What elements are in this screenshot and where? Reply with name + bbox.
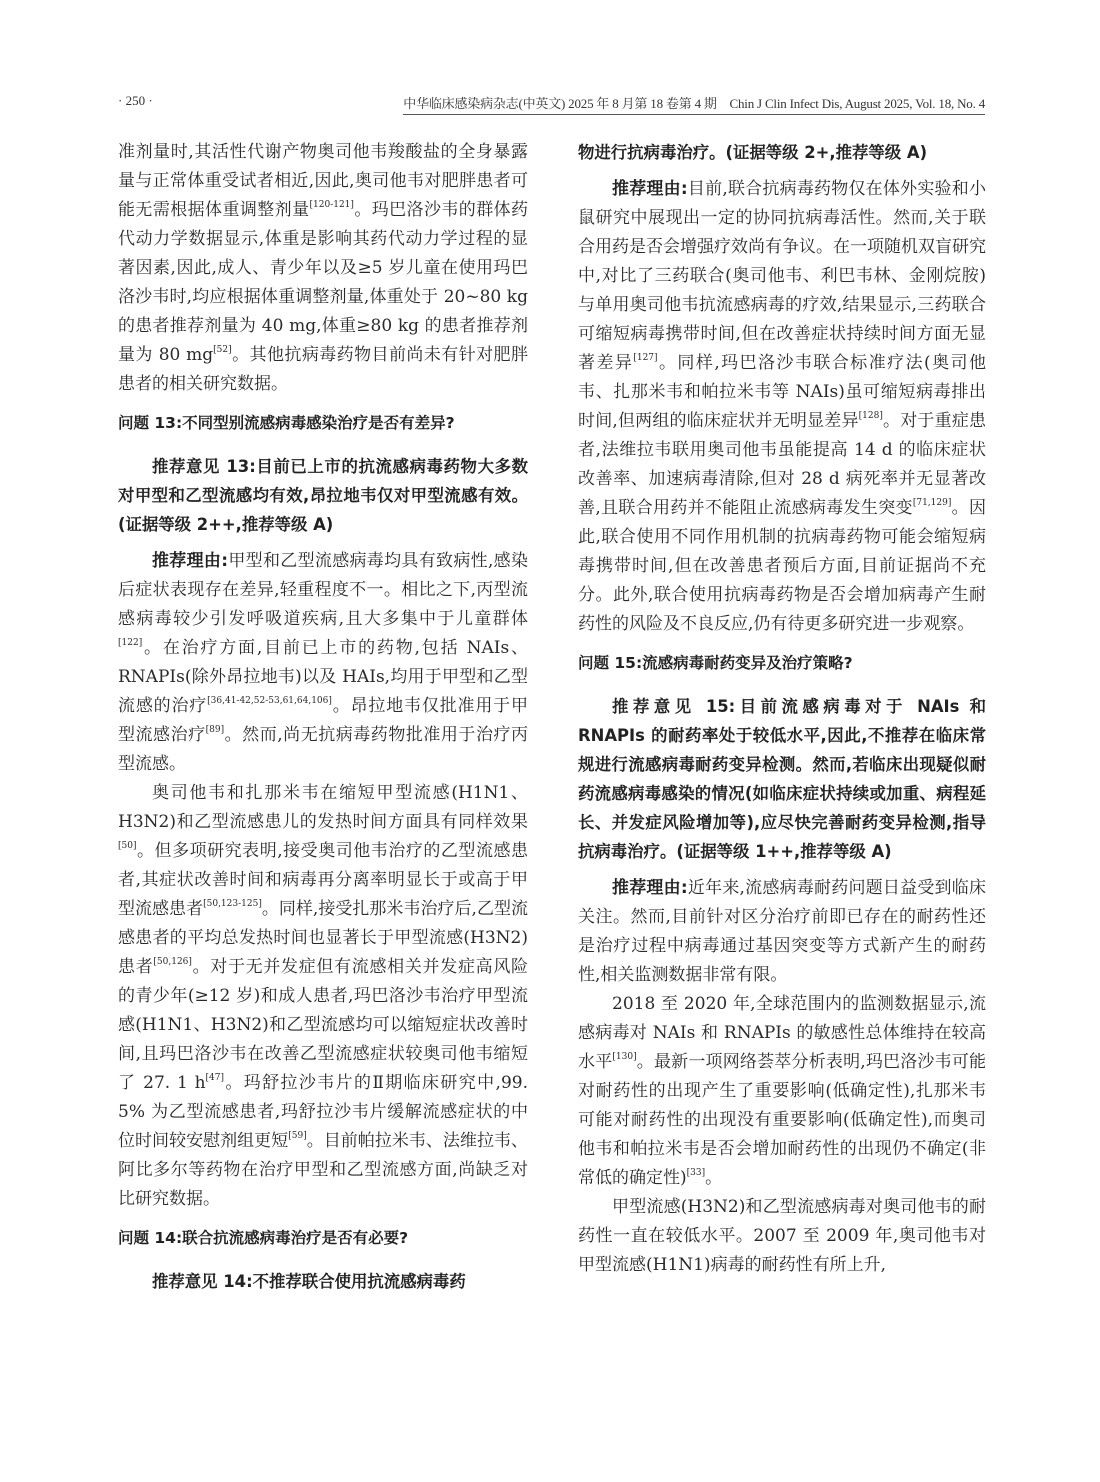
reason-14: 推荐理由:目前,联合抗病毒药物仅在体外实验和小鼠研究中展现出一定的协同抗病毒活性。然而,关于联合用药是否会增强疗效尚有争议。在一项随机双盲研究中,对比了三药联合(奥司他韦、利巴韦林、金刚烷胺)与单用奥司他韦抗流感病毒的疗效,结果显示,三药联合可缩短病毒携带时间,但在改善症状持续时间方面无显著差异[127]。同样,玛巴洛沙韦联合标准疗法(奥司他韦、扎那米韦和帕拉米韦等 NAIs)虽可缩短病毒排出时间,但两组的临床症状并无明显差异[128]。对于重症患者,法维拉韦联用奥司他韦虽能提高 14 d 的临床症状改善率、加速病毒清除,但对 28 d 病死率并无显著改善,且联合用药并不能阻止流感病毒发生突变[71,129]。因此,联合使用不同作用机制的抗病毒药物可能会缩短病毒携带时间,但在改善患者预后方面,目前证据尚不充分。此外,联合使用抗病毒药物是否会增加病毒产生耐药性的风险及不良反应,仍有待更多研究进一步观察。: [578, 179, 987, 634]
citation: [52]: [213, 345, 232, 355]
running-header: [118, 93, 985, 115]
question-15-heading: 问题 15:流感病毒耐药变异及治疗策略?: [578, 654, 853, 672]
recommendation-15: 推荐意见 15:目前流感病毒对于 NAIs 和 RNAPIs 的耐药率处于较低水平,因此,不推荐在临床常规进行流感病毒耐药变异检测。然而,若临床出现疑似耐药流感病毒感染的情况(如临床症状持续或加重、病程延长、并发症风险增加等),应尽快完善耐药变异检测,指导抗病毒治疗。(证据等级 1++,推荐等级 A): [578, 697, 986, 861]
left-column: [118, 138, 528, 1296]
citation: [122]: [118, 638, 143, 648]
recommendation-14-end: 物进行抗病毒治疗。(证据等级 2+,推荐等级 A): [578, 143, 928, 162]
citation: [50]: [118, 841, 137, 851]
right-column: [578, 138, 986, 1280]
citation: [36,41-42,52-53,61,64,106]: [207, 696, 332, 706]
citation: [33]: [686, 1168, 706, 1178]
citation: [120-121]: [309, 200, 354, 210]
page-number: · 250 ·: [118, 93, 153, 108]
citation: [89]: [205, 725, 225, 735]
citation: [50,126]: [153, 957, 192, 967]
citation: [128]: [858, 411, 883, 421]
paragraph-type-comparison: 奥司他韦和扎那米韦在缩短甲型流感(H1N1、H3N2)和乙型流感患儿的发热时间方面具有同样效果[50]。但多项研究表明,接受奥司他韦治疗的乙型流感患者,其症状改善时间和病毒再分离率明显长于或高于甲型流感患者[50,123-125]。同样,接受扎那米韦治疗后,乙型流感患者的平均总发热时间也显著长于甲型流感(H3N2)患者[50,126]。对于无并发症但有流感相关并发症高风险的青少年(≥12 岁)和成人患者,玛巴洛沙韦治疗甲型流感(H1N1、H3N2)和乙型流感均可以缩短症状改善时间,且玛巴洛沙韦在改善乙型流感症状较奥司他韦缩短了 27. 1 h[47]。玛舒拉沙韦片的Ⅱ期临床研究中,99. 5% 为乙型流感患者,玛舒拉沙韦片缓解流感症状的中位时间较安慰剂组更短[59]。目前帕拉米韦、法维拉韦、阿比多尔等药物在治疗甲型和乙型流感方面,尚缺乏对比研究数据。: [118, 783, 529, 1209]
reason-13: 推荐理由:甲型和乙型流感病毒均具有致病性,感染后症状表现存在差异,轻重程度不一。相比之下,丙型流感病毒较少引发呼吸道疾病,且大多集中于儿童群体[122]。在治疗方面,目前已上市的药物,包括 NAIs、RNAPIs(除外昂拉地韦)以及 HAIs,均用于甲型和乙型流感的治疗[36,41-42,52-53,61,64,106]。昂拉地韦仅批准用于甲型流感治疗[89]。然而,尚无抗病毒药物批准用于治疗丙型流感。: [118, 551, 529, 774]
question-14-heading: 问题 14:联合抗流感病毒治疗是否有必要?: [118, 1229, 409, 1247]
citation: [71,129]: [912, 498, 952, 508]
recommendation-14-start: 推荐意见 14:不推荐联合使用抗流感病毒药: [152, 1272, 466, 1291]
citation: [127]: [633, 353, 658, 363]
recommendation-13: 推荐意见 13:目前已上市的抗流感病毒药物大多数对甲型和乙型流感均有效,昂拉地韦仅对甲型流感有效。(证据等级 2++,推荐等级 A): [118, 457, 528, 534]
paragraph-obesity-dosing: 准剂量时,其活性代谢产物奥司他韦羧酸盐的全身暴露量与正常体重受试者相近,因此,奥司他韦对肥胖患者可能无需根据体重调整剂量[120-121]。玛巴洛沙韦的群体药代动力学数据显示,体重是影响其药代动力学过程的显著因素,因此,成人、青少年以及≥5 岁儿童在使用玛巴洛沙韦时,均应根据体重调整剂量,体重处于 20~80 kg 的患者推荐剂量为 40 mg,体重≥80 kg 的患者推荐剂量为 80 mg[52]。其他抗病毒药物目前尚未有针对肥胖患者的相关研究数据。: [118, 142, 529, 394]
journal-citation: 中华临床感染病杂志(中英文) 2025 年 8 月第 18 卷第 4 期 Chin J Clin Infect Dis, August 2025, Vol. 18, No. 4: [403, 93, 985, 115]
citation: [59]: [288, 1131, 307, 1141]
reason-15: 推荐理由:近年来,流感病毒耐药问题日益受到临床关注。然而,目前针对区分治疗前即已存在的耐药性还是治疗过程中病毒通过基因突变等方式新产生的耐药性,相关监测数据非常有限。: [578, 878, 986, 985]
citation: [47]: [205, 1073, 224, 1083]
paragraph-surveillance: 2018 至 2020 年,全球范围内的监测数据显示,流感病毒对 NAIs 和 RNAPIs 的敏感性总体维持在较高水平[130]。最新一项网络荟萃分析表明,玛巴洛沙韦可能对耐药性的出现产生了重要影响(低确定性),扎那米韦可能对耐药性的出现没有重要影响(低确定性),而奥司他韦和帕拉米韦是否会增加耐药性的出现仍不确定(非常低的确定性)[33]。: [578, 994, 987, 1188]
citation: [130]: [612, 1052, 637, 1062]
paragraph-oseltamivir-resistance: 甲型流感(H3N2)和乙型流感病毒对奥司他韦的耐药性一直在较低水平。2007 至 2009 年,奥司他韦对甲型流感(H1N1)病毒的耐药性有所上升,: [578, 1197, 986, 1275]
citation: [50,123-125]: [203, 899, 262, 909]
question-13-heading: 问题 13:不同型别流感病毒感染治疗是否有差异?: [118, 414, 455, 432]
